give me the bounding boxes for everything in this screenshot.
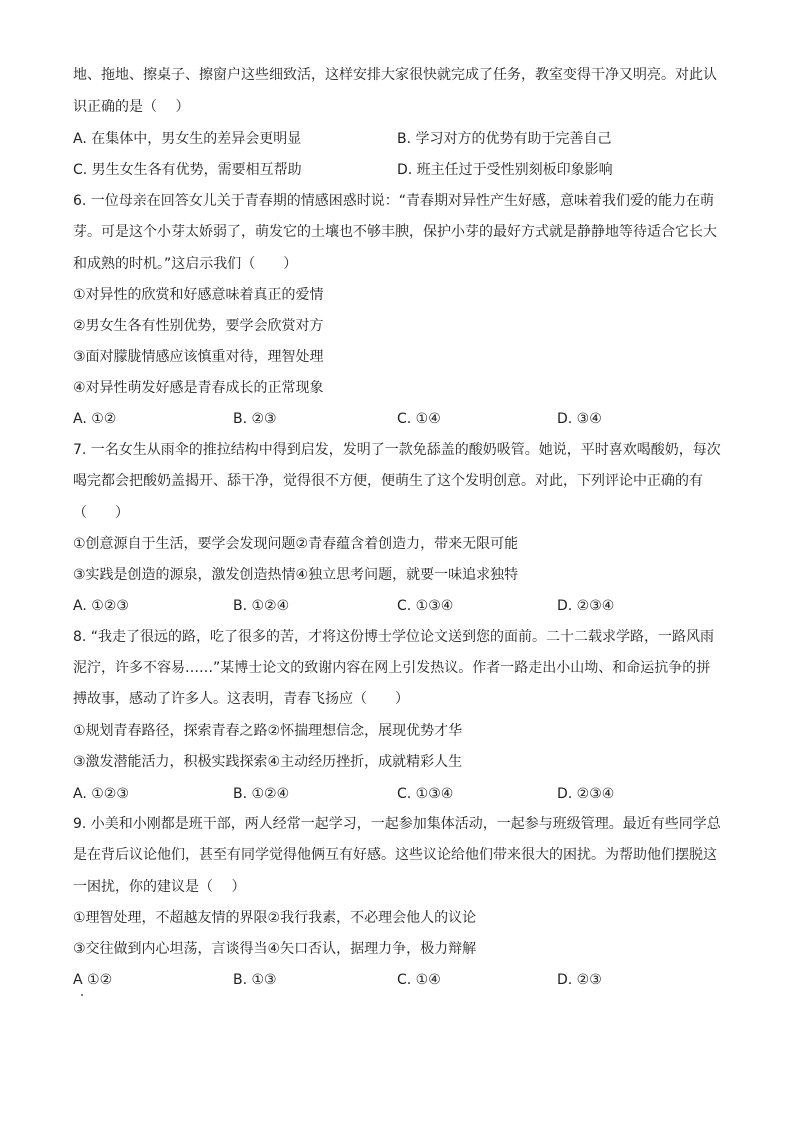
q5-option-d: D. 班主任过于受性别刻板印象影响 <box>397 162 613 178</box>
q8-item-1: ①规划青春路径，探索青春之路②怀揣理想信念，展现优势才华 <box>73 723 463 739</box>
q9-stem-line-1: 9. 小美和小刚都是班干部，两人经常一起学习，一起参加集体活动，一起参与班级管理。最近有些同学总 <box>73 816 721 832</box>
q9-option-a: A ①② <box>73 972 113 988</box>
q8-stem-line-2: 泥泞，许多不容易……”某博士论文的致谢内容在网上引发热议。作者一路走出小山坳、和命运抗争的拼 <box>73 660 711 676</box>
q9-item-1: ①理智处理，不超越友情的界限②我行我素，不必理会他人的议论 <box>73 910 477 926</box>
q7-stem-line-3: （ ） <box>73 505 129 521</box>
q9-item-2: ③交往做到内心坦荡，言谈得当④矢口否认，据理力争，极力辩解 <box>73 941 477 957</box>
q5-stem-line-2: 识正确的是（ ） <box>73 99 190 115</box>
q6-stem-line-2: 芽。可是这个小芽太娇弱了，萌发它的土壤也不够丰腴，保护小芽的最好方式就是静静地等待适合它长大 <box>73 224 717 240</box>
q6-option-c: C. ①④ <box>397 411 441 427</box>
q7-stem-line-2: 喝完都会把酸奶盖揭开、舔干净，觉得很不方便，便萌生了这个发明创意。对此，下列评论中正确的有 <box>73 473 703 489</box>
q9-option-c: C. ①④ <box>397 972 441 988</box>
q7-option-a: A. ①②③ <box>73 598 129 614</box>
q6-item-1: ①对异性的欣赏和好感意味着真正的爱情 <box>73 287 324 303</box>
stray-dot <box>81 994 83 996</box>
q8-option-c: C. ①③④ <box>397 786 454 802</box>
q8-item-2: ③激发潜能活力，积极实践探索④主动经历挫折，成就精彩人生 <box>73 754 463 770</box>
q5-stem-line-1: 地、拖地、擦桌子、擦窗户这些细致活，这样安排大家很快就完成了任务，教室变得干净又明亮。对此认 <box>73 67 717 83</box>
q9-option-b: B. ①③ <box>233 972 277 988</box>
q8-stem-line-3: 搏故事，感动了许多人。这表明，青春飞扬应（ ） <box>73 691 409 707</box>
q7-item-2: ③实践是创造的源泉，激发创造热情④独立思考问题，就要一味追求独特 <box>73 567 519 583</box>
q6-option-a: A. ①② <box>73 411 117 427</box>
q5-option-b: B. 学习对方的优势有助于完善自己 <box>397 131 612 147</box>
q6-item-2: ②男女生各有性别优势，要学会欣赏对方 <box>73 318 324 334</box>
q6-item-3: ③面对朦胧情感应该慎重对待，理智处理 <box>73 349 324 365</box>
q9-stem-line-3: 一困扰，你的建议是（ ） <box>73 879 246 895</box>
q6-stem-line-3: 和成熟的时机。”这启示我们（ ） <box>73 256 298 272</box>
q6-option-d: D. ③④ <box>557 411 602 427</box>
q7-option-d: D. ②③④ <box>557 598 615 614</box>
q9-option-d: D. ②③ <box>557 972 602 988</box>
q6-option-b: B. ②③ <box>233 411 277 427</box>
q7-stem-line-1: 7. 一名女生从雨伞的推拉结构中得到启发，发明了一款免舔盖的酸奶吸管。她说，平时喜欢喝酸奶，每次 <box>73 442 721 458</box>
q7-option-b: B. ①②④ <box>233 598 290 614</box>
q9-stem-line-2: 是在背后议论他们，甚至有同学觉得他俩互有好感。这些议论给他们带来很大的困扰。为帮助他们摆脱这 <box>73 847 717 863</box>
q8-option-a: A. ①②③ <box>73 786 129 802</box>
q6-item-4: ④对异性萌发好感是青春成长的正常现象 <box>73 380 324 396</box>
q7-item-1: ①创意源自于生活，要学会发现问题②青春蕴含着创造力，带来无限可能 <box>73 536 519 552</box>
q8-option-d: D. ②③④ <box>557 786 615 802</box>
q8-stem-line-1: 8. “我走了很远的路，吃了很多的苦，才将这份博士学位论文送到您的面前。二十二载求学路，一路风雨 <box>73 629 715 645</box>
q7-option-c: C. ①③④ <box>397 598 454 614</box>
q5-option-c: C. 男生女生各有优势，需要相互帮助 <box>73 162 302 178</box>
q5-option-a: A. 在集体中，男女生的差异会更明显 <box>73 131 302 147</box>
q8-option-b: B. ①②④ <box>233 786 290 802</box>
q6-stem-line-1: 6. 一位母亲在回答女儿关于青春期的情感困惑时说：“青春期对异性产生好感，意味着我们爱的能力在萌 <box>73 193 715 209</box>
